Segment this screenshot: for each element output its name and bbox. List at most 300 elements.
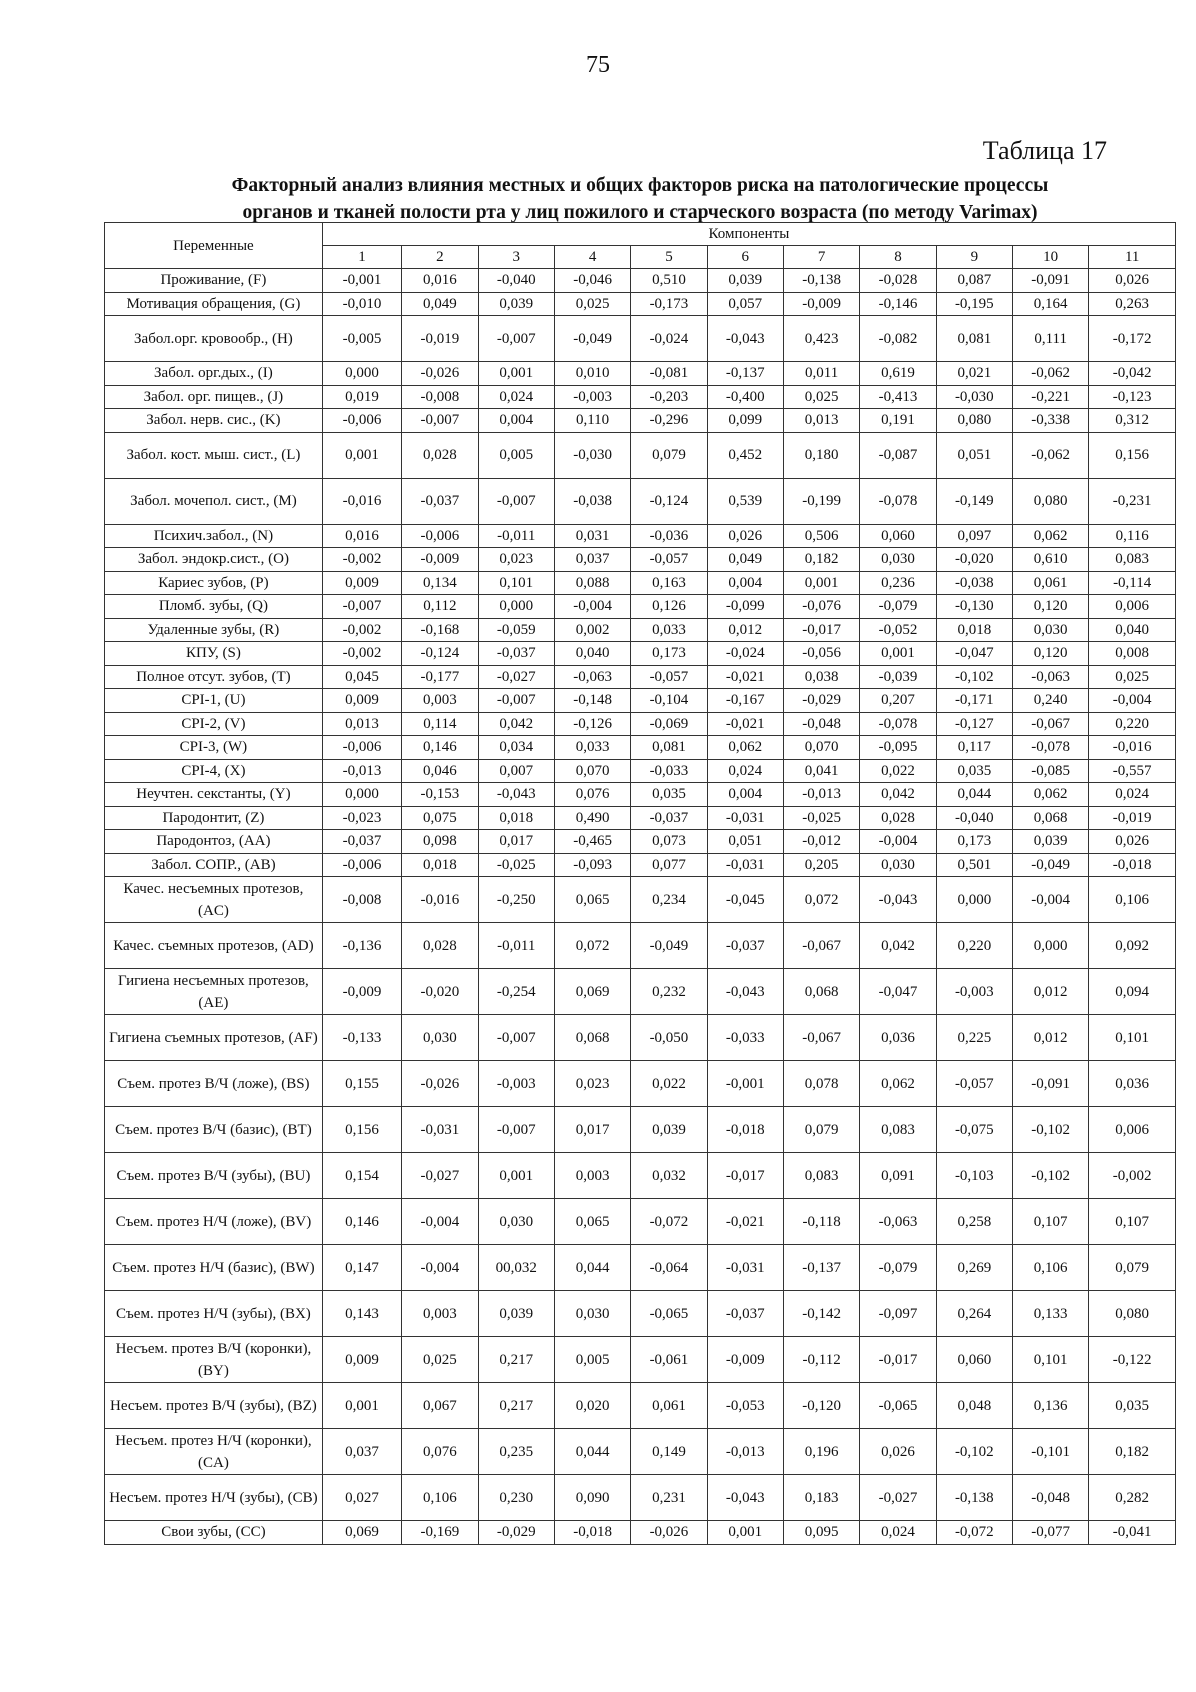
loading-value: 0,005 — [554, 1337, 630, 1383]
variable-label: Съем. протез Н/Ч (базис), (BW) — [105, 1245, 323, 1291]
loading-value: 0,042 — [860, 783, 936, 807]
components-header: Компоненты — [322, 223, 1175, 246]
loading-value: -0,072 — [631, 1199, 707, 1245]
loading-value: -0,029 — [478, 1521, 554, 1545]
loading-value: -0,097 — [860, 1291, 936, 1337]
loading-value: 0,269 — [936, 1245, 1012, 1291]
loading-value: -0,047 — [936, 642, 1012, 666]
loading-value: 0,134 — [402, 571, 478, 595]
loading-value: 0,020 — [554, 1383, 630, 1429]
loading-value: 0,018 — [936, 618, 1012, 642]
loading-value: -0,126 — [554, 712, 630, 736]
table-row — [105, 806, 1176, 830]
loading-value: -0,064 — [631, 1245, 707, 1291]
loading-value: -0,047 — [860, 969, 936, 1015]
loading-value: 0,081 — [631, 736, 707, 760]
loading-value: 0,610 — [1012, 548, 1088, 572]
loading-value: 0,196 — [783, 1429, 859, 1475]
loading-value: -0,050 — [631, 1015, 707, 1061]
loading-value: 0,024 — [860, 1521, 936, 1545]
loading-value: 0,207 — [860, 689, 936, 713]
loading-value: -0,003 — [478, 1061, 554, 1107]
loading-value: 0,091 — [860, 1153, 936, 1199]
loading-value: -0,002 — [322, 618, 401, 642]
loading-value: -0,061 — [631, 1337, 707, 1383]
loading-value: 0,116 — [1089, 524, 1176, 548]
loading-value: 0,045 — [322, 665, 401, 689]
loading-value: 0,154 — [322, 1153, 401, 1199]
loading-value: 0,146 — [322, 1199, 401, 1245]
loading-value: -0,043 — [707, 1475, 783, 1521]
variable-label: Гигиена съемных протезов, (AF) — [105, 1015, 323, 1061]
loading-value: 0,072 — [554, 923, 630, 969]
loading-value: 0,018 — [402, 853, 478, 877]
table-row — [105, 642, 1176, 666]
table-row — [105, 1015, 1176, 1061]
loading-value: -0,030 — [936, 385, 1012, 409]
loading-value: 0,423 — [783, 316, 859, 362]
table-row — [105, 524, 1176, 548]
loading-value: 0,003 — [402, 689, 478, 713]
loading-value: 0,032 — [631, 1153, 707, 1199]
loading-value: 0,040 — [1089, 618, 1176, 642]
loading-value: 0,034 — [478, 736, 554, 760]
loading-value: 0,110 — [554, 409, 630, 433]
loading-value: 0,619 — [860, 362, 936, 386]
loading-value: -0,021 — [707, 1199, 783, 1245]
loading-value: 0,234 — [631, 877, 707, 923]
loading-value: 0,501 — [936, 853, 1012, 877]
variable-label: Пародонтоз, (AA) — [105, 830, 323, 854]
table-label: Таблица 17 — [982, 136, 1107, 165]
loading-value: 0,069 — [322, 1521, 401, 1545]
loading-value: -0,076 — [783, 595, 859, 619]
loading-value: 0,035 — [936, 759, 1012, 783]
table-row — [105, 548, 1176, 572]
loading-value: -0,018 — [554, 1521, 630, 1545]
loading-value: 0,024 — [707, 759, 783, 783]
loading-value: 0,067 — [402, 1383, 478, 1429]
table-row — [105, 830, 1176, 854]
loading-value: -0,081 — [631, 362, 707, 386]
loading-value: -0,102 — [936, 1429, 1012, 1475]
component-number: 1 — [322, 246, 401, 269]
loading-value: 0,013 — [783, 409, 859, 433]
loading-value: 0,088 — [554, 571, 630, 595]
loading-value: -0,037 — [478, 642, 554, 666]
loading-value: -0,001 — [707, 1061, 783, 1107]
loading-value: -0,016 — [402, 877, 478, 923]
loading-value: 0,080 — [1089, 1291, 1176, 1337]
loading-value: 0,012 — [1012, 969, 1088, 1015]
loading-value: -0,078 — [860, 478, 936, 524]
loading-value: -0,067 — [783, 1015, 859, 1061]
loading-value: 0,009 — [322, 689, 401, 713]
loading-value: 0,005 — [478, 432, 554, 478]
loading-value: 0,107 — [1012, 1199, 1088, 1245]
loading-value: 0,083 — [860, 1107, 936, 1153]
loading-value: 0,264 — [936, 1291, 1012, 1337]
loading-value: -0,042 — [1089, 362, 1176, 386]
loading-value: -0,037 — [707, 923, 783, 969]
variable-label: Забол. мочепол. сист., (M) — [105, 478, 323, 524]
loading-value: -0,078 — [860, 712, 936, 736]
loading-value: -0,040 — [936, 806, 1012, 830]
loading-value: 0,021 — [936, 362, 1012, 386]
loading-value: -0,003 — [554, 385, 630, 409]
loading-value: -0,018 — [1089, 853, 1176, 877]
loading-value: 0,039 — [478, 292, 554, 316]
loading-value: 0,095 — [783, 1521, 859, 1545]
loading-value: 0,039 — [631, 1107, 707, 1153]
loading-value: -0,037 — [707, 1291, 783, 1337]
loading-value: 0,004 — [707, 783, 783, 807]
loading-value: -0,037 — [322, 830, 401, 854]
loading-value: 0,079 — [1089, 1245, 1176, 1291]
loading-value: 0,009 — [322, 571, 401, 595]
loading-value: -0,167 — [707, 689, 783, 713]
loading-value: -0,024 — [631, 316, 707, 362]
table-body — [105, 269, 1176, 1545]
loading-value: -0,065 — [631, 1291, 707, 1337]
loading-value: 0,101 — [478, 571, 554, 595]
loading-value: 0,002 — [554, 618, 630, 642]
loading-value: 0,312 — [1089, 409, 1176, 433]
loading-value: -0,006 — [402, 524, 478, 548]
loading-value: -0,063 — [860, 1199, 936, 1245]
loading-value: 0,008 — [1089, 642, 1176, 666]
loading-value: 0,030 — [860, 548, 936, 572]
loading-value: 0,017 — [554, 1107, 630, 1153]
loading-value: -0,056 — [783, 642, 859, 666]
loading-value: -0,008 — [322, 877, 401, 923]
loading-value: 0,107 — [1089, 1199, 1176, 1245]
loading-value: 0,220 — [936, 923, 1012, 969]
loading-value: 0,003 — [402, 1291, 478, 1337]
loading-value: 0,080 — [936, 409, 1012, 433]
loading-value: -0,049 — [554, 316, 630, 362]
loading-value: -0,020 — [402, 969, 478, 1015]
loading-value: -0,557 — [1089, 759, 1176, 783]
loading-value: -0,142 — [783, 1291, 859, 1337]
loading-value: 0,080 — [1012, 478, 1088, 524]
component-number: 4 — [554, 246, 630, 269]
variable-label: Полное отсут. зубов, (T) — [105, 665, 323, 689]
loading-value: 0,025 — [1089, 665, 1176, 689]
loading-value: -0,067 — [1012, 712, 1088, 736]
component-number: 11 — [1089, 246, 1176, 269]
loading-value: -0,016 — [322, 478, 401, 524]
loading-value: -0,103 — [936, 1153, 1012, 1199]
loading-value: -0,003 — [936, 969, 1012, 1015]
loading-value: -0,057 — [936, 1061, 1012, 1107]
loading-value: -0,009 — [402, 548, 478, 572]
loading-value: 0,048 — [936, 1383, 1012, 1429]
loading-value: 0,027 — [322, 1475, 401, 1521]
loading-value: -0,087 — [860, 432, 936, 478]
loading-value: -0,338 — [1012, 409, 1088, 433]
variable-label: Неучтен. секстанты, (Y) — [105, 783, 323, 807]
loading-value: 0,031 — [554, 524, 630, 548]
variable-label: Забол. кост. мыш. сист., (L) — [105, 432, 323, 478]
table-row — [105, 618, 1176, 642]
loading-value: 0,098 — [402, 830, 478, 854]
table-row — [105, 1291, 1176, 1337]
loading-value: -0,004 — [1089, 689, 1176, 713]
loading-value: 0,006 — [1089, 1107, 1176, 1153]
loading-value: 0,220 — [1089, 712, 1176, 736]
loading-value: 00,032 — [478, 1245, 554, 1291]
loading-value: -0,102 — [1012, 1153, 1088, 1199]
loading-value: 0,046 — [402, 759, 478, 783]
loading-value: -0,007 — [478, 1107, 554, 1153]
loading-value: 0,173 — [936, 830, 1012, 854]
loading-value: 0,083 — [1089, 548, 1176, 572]
loading-value: -0,010 — [322, 292, 401, 316]
loading-value: -0,024 — [707, 642, 783, 666]
loading-value: 0,062 — [707, 736, 783, 760]
loading-value: 0,072 — [783, 877, 859, 923]
table-caption — [104, 172, 1176, 226]
loading-value: 0,030 — [554, 1291, 630, 1337]
loading-value: 0,004 — [707, 571, 783, 595]
loading-value: 0,030 — [402, 1015, 478, 1061]
loading-value: -0,006 — [322, 736, 401, 760]
variable-label: Удаленные зубы, (R) — [105, 618, 323, 642]
loading-value: -0,149 — [936, 478, 1012, 524]
loading-value: 0,263 — [1089, 292, 1176, 316]
loading-value: -0,059 — [478, 618, 554, 642]
loading-value: -0,040 — [478, 269, 554, 293]
table-row — [105, 969, 1176, 1015]
loading-value: 0,018 — [478, 806, 554, 830]
loading-value: 0,036 — [860, 1015, 936, 1061]
table-row — [105, 1153, 1176, 1199]
loading-value: -0,082 — [860, 316, 936, 362]
loading-value: -0,124 — [402, 642, 478, 666]
component-number: 9 — [936, 246, 1012, 269]
table-row — [105, 877, 1176, 923]
loading-value: 0,023 — [478, 548, 554, 572]
loading-value: 0,039 — [1012, 830, 1088, 854]
table-row — [105, 269, 1176, 293]
loading-value: 0,081 — [936, 316, 1012, 362]
loading-value: -0,049 — [631, 923, 707, 969]
loading-value: 0,156 — [322, 1107, 401, 1153]
loading-value: 0,044 — [554, 1245, 630, 1291]
loading-value: -0,005 — [322, 316, 401, 362]
loading-value: 0,060 — [936, 1337, 1012, 1383]
loading-value: 0,001 — [783, 571, 859, 595]
loading-value: -0,013 — [783, 783, 859, 807]
loading-value: -0,002 — [322, 548, 401, 572]
loading-value: -0,057 — [631, 548, 707, 572]
loading-value: 0,149 — [631, 1429, 707, 1475]
loading-value: -0,007 — [402, 409, 478, 433]
loading-value: 0,010 — [554, 362, 630, 386]
loading-value: 0,231 — [631, 1475, 707, 1521]
loading-value: 0,042 — [478, 712, 554, 736]
loading-value: 0,217 — [478, 1337, 554, 1383]
loading-value: -0,002 — [322, 642, 401, 666]
table-row — [105, 316, 1176, 362]
variable-label: Пародонтит, (Z) — [105, 806, 323, 830]
variable-label: CPI-3, (W) — [105, 736, 323, 760]
loading-value: -0,007 — [478, 689, 554, 713]
loading-value: 0,044 — [554, 1429, 630, 1475]
loading-value: -0,138 — [936, 1475, 1012, 1521]
variable-label: Забол. орг.дых., (I) — [105, 362, 323, 386]
loading-value: 0,068 — [554, 1015, 630, 1061]
variable-label: Забол. СОПР., (AB) — [105, 853, 323, 877]
loading-value: 0,240 — [1012, 689, 1088, 713]
table-row — [105, 783, 1176, 807]
loading-value: -0,085 — [1012, 759, 1088, 783]
loading-value: 0,062 — [1012, 524, 1088, 548]
loading-value: -0,171 — [936, 689, 1012, 713]
loading-value: 0,001 — [478, 1153, 554, 1199]
loading-value: -0,413 — [860, 385, 936, 409]
table-row — [105, 1429, 1176, 1475]
loading-value: -0,009 — [783, 292, 859, 316]
table-row — [105, 571, 1176, 595]
loading-value: -0,231 — [1089, 478, 1176, 524]
loading-value: 0,205 — [783, 853, 859, 877]
loading-value: 0,452 — [707, 432, 783, 478]
variable-label: Съем. протез В/Ч (базис), (BT) — [105, 1107, 323, 1153]
loading-value: 0,012 — [1012, 1015, 1088, 1061]
loading-value: -0,038 — [936, 571, 1012, 595]
variable-label: Съем. протез В/Ч (ложе), (BS) — [105, 1061, 323, 1107]
loading-value: 0,016 — [402, 269, 478, 293]
loading-value: -0,011 — [478, 923, 554, 969]
loading-value: 0,041 — [783, 759, 859, 783]
loading-value: 0,037 — [322, 1429, 401, 1475]
loading-value: 0,024 — [1089, 783, 1176, 807]
caption-line-2: органов и тканей полости рта у лиц пожилого и старческого возраста (по методу Varimax) — [242, 202, 1038, 223]
table-row — [105, 432, 1176, 478]
loading-value: -0,203 — [631, 385, 707, 409]
loading-value: -0,079 — [860, 1245, 936, 1291]
variable-label: Забол. нерв. сис., (K) — [105, 409, 323, 433]
loading-value: 0,062 — [1012, 783, 1088, 807]
loading-value: -0,043 — [707, 969, 783, 1015]
loading-value: -0,057 — [631, 665, 707, 689]
loading-value: 0,057 — [707, 292, 783, 316]
loading-value: -0,001 — [322, 269, 401, 293]
loading-value: 0,009 — [322, 1337, 401, 1383]
component-number: 2 — [402, 246, 478, 269]
loading-value: -0,099 — [707, 595, 783, 619]
loading-value: -0,048 — [783, 712, 859, 736]
loading-value: -0,037 — [402, 478, 478, 524]
loading-value: -0,067 — [783, 923, 859, 969]
loading-value: -0,033 — [631, 759, 707, 783]
loading-value: -0,148 — [554, 689, 630, 713]
loading-value: -0,007 — [322, 595, 401, 619]
loading-value: 0,030 — [1012, 618, 1088, 642]
loading-value: 0,120 — [1012, 642, 1088, 666]
loading-value: -0,173 — [631, 292, 707, 316]
loading-value: 0,090 — [554, 1475, 630, 1521]
component-number: 8 — [860, 246, 936, 269]
loading-value: 0,026 — [1089, 269, 1176, 293]
loading-value: -0,072 — [936, 1521, 1012, 1545]
component-number: 6 — [707, 246, 783, 269]
loading-value: -0,002 — [1089, 1153, 1176, 1199]
loading-value: -0,037 — [631, 806, 707, 830]
loading-value: 0,163 — [631, 571, 707, 595]
loading-value: 0,075 — [402, 806, 478, 830]
loading-value: 0,112 — [402, 595, 478, 619]
loading-value: -0,027 — [478, 665, 554, 689]
loading-value: -0,063 — [1012, 665, 1088, 689]
loading-value: 0,133 — [1012, 1291, 1088, 1337]
loading-value: -0,177 — [402, 665, 478, 689]
loading-value: -0,031 — [402, 1107, 478, 1153]
loading-value: -0,146 — [860, 292, 936, 316]
loading-value: 0,183 — [783, 1475, 859, 1521]
loading-value: 0,039 — [707, 269, 783, 293]
variable-label: Забол. эндокр.сист., (O) — [105, 548, 323, 572]
loading-value: 0,000 — [936, 877, 1012, 923]
loading-value: 0,001 — [322, 1383, 401, 1429]
loading-value: 0,101 — [1089, 1015, 1176, 1061]
loading-value: -0,007 — [478, 316, 554, 362]
table-row — [105, 1337, 1176, 1383]
loading-value: 0,136 — [1012, 1383, 1088, 1429]
loading-value: 0,539 — [707, 478, 783, 524]
loading-value: 0,060 — [860, 524, 936, 548]
loading-value: -0,013 — [707, 1429, 783, 1475]
loading-value: -0,104 — [631, 689, 707, 713]
variable-label: Забол.орг. кровообр., (H) — [105, 316, 323, 362]
loading-value: 0,078 — [783, 1061, 859, 1107]
loading-value: -0,114 — [1089, 571, 1176, 595]
loading-value: -0,017 — [783, 618, 859, 642]
variable-label: Проживание, (F) — [105, 269, 323, 293]
variable-label: Съем. протез Н/Ч (зубы), (BX) — [105, 1291, 323, 1337]
loading-value: 0,004 — [478, 409, 554, 433]
loading-value: 0,282 — [1089, 1475, 1176, 1521]
variable-label: Свои зубы, (CC) — [105, 1521, 323, 1545]
loading-value: 0,023 — [554, 1061, 630, 1107]
table-row — [105, 736, 1176, 760]
loading-value: 0,019 — [322, 385, 401, 409]
loading-value: -0,004 — [860, 830, 936, 854]
table-row — [105, 1475, 1176, 1521]
loading-value: 0,022 — [860, 759, 936, 783]
loading-value: -0,004 — [402, 1245, 478, 1291]
loading-value: 0,182 — [1089, 1429, 1176, 1475]
table-row — [105, 1245, 1176, 1291]
table-row — [105, 385, 1176, 409]
loading-value: -0,465 — [554, 830, 630, 854]
loading-value: -0,078 — [1012, 736, 1088, 760]
loading-value: -0,027 — [860, 1475, 936, 1521]
loading-value: -0,102 — [1012, 1107, 1088, 1153]
loading-value: 0,025 — [554, 292, 630, 316]
loading-value: 0,232 — [631, 969, 707, 1015]
loading-value: 0,182 — [783, 548, 859, 572]
loading-value: -0,137 — [707, 362, 783, 386]
loading-value: 0,077 — [631, 853, 707, 877]
loading-value: 0,070 — [783, 736, 859, 760]
loading-value: -0,008 — [402, 385, 478, 409]
table-row — [105, 1061, 1176, 1107]
loading-value: -0,400 — [707, 385, 783, 409]
loading-value: -0,045 — [707, 877, 783, 923]
